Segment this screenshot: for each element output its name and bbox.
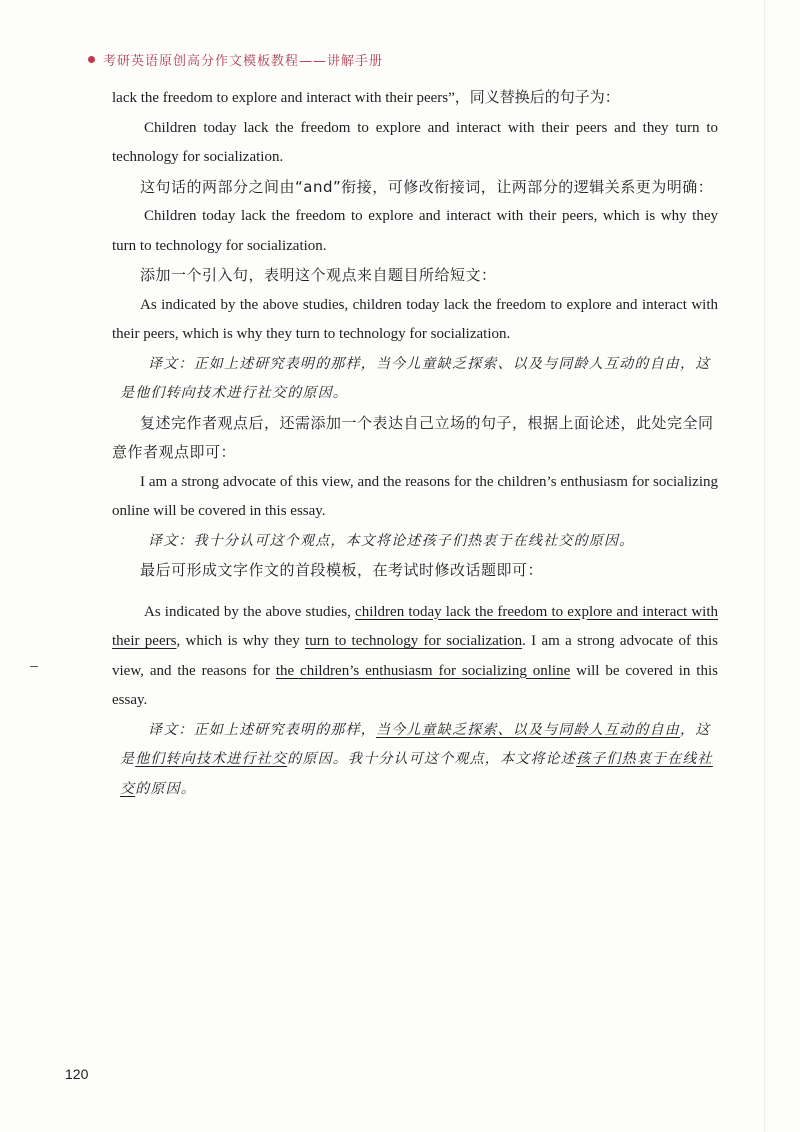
- translation-2: 译文：我十分认可这个观点，本文将论述孩子们热衷于在线社交的原因。: [148, 532, 635, 549]
- template-en-text-1: As indicated by the above studies,: [144, 603, 356, 620]
- margin-mark: [30, 666, 38, 667]
- page-content: [112, 84, 718, 804]
- template-cn-text-3: 的原因。我十分认可这个观点，本文将论述: [287, 751, 577, 767]
- template-en-underline-3: the children’s enthusiasm for socializing online: [275, 662, 571, 679]
- template-cn-text-4: 的原因。: [135, 780, 197, 797]
- template-en-underline-2: turn to technology for socialization: [305, 633, 523, 649]
- template-en-underline-1: children today lack the freedom to explore and interact with their peers: [112, 603, 718, 649]
- template-paragraph-en: [112, 598, 718, 716]
- template-en-text-4: will be covered in this essay.: [112, 662, 718, 708]
- template-en-text-3: . I am a strong advocate of this view, and the reasons for: [112, 633, 719, 679]
- paragraph-11: 最后可形成文字作文的首段模板，在考试时修改话题即可：: [140, 561, 544, 579]
- paragraph-3: 这句话的两部分之间由“and”衔接，可修改衔接词，让两部分的逻辑关系更为明确：: [140, 177, 714, 196]
- template-cn-underline-1: 当今儿童缺乏探索、以及与同龄人互动的自由: [376, 721, 680, 738]
- paragraph-1: lack the freedom to explore and interact with their peers”，同义替换后的句子为：: [112, 90, 620, 106]
- running-header: [88, 50, 383, 69]
- paragraph-8: 复述完作者观点后，还需添加一个表达自己立场的句子，根据上面论述，此处完全同意作者观点即可：: [112, 413, 714, 461]
- template-paragraph-cn: [112, 716, 718, 805]
- template-en-text-2: , which is why they: [176, 633, 306, 649]
- paragraph-6: As indicated by the above studies, children today lack the freedom to explore and interact with their peers, which is why they turn to technology for socialization.: [112, 296, 718, 342]
- template-cn-underline-2: 他们转向技术进行社交: [135, 751, 288, 767]
- page-edge: [764, 0, 765, 1132]
- paragraph-9: I am a strong advocate of this view, and the reasons for the children’s enthusiasm for socializing online will be covered in this essay.: [112, 473, 718, 519]
- paragraph-4: Children today lack the freedom to explore and interact with their peers, which is why they turn to technology for socialization.: [112, 208, 718, 254]
- template-cn-underline-3: 孩子们热衷于在线社交: [120, 751, 713, 797]
- translation-1: 译文：正如上述研究表明的那样，当今儿童缺乏探索、以及与同龄人互动的自由，这是他们转向技术进行社交的原因。: [120, 355, 711, 401]
- template-cn-text-1: 译文：正如上述研究表明的那样，: [148, 721, 376, 738]
- header-title: 考研英语原创高分作文模板教程——讲解手册: [103, 54, 384, 69]
- page-number: 120: [65, 1066, 89, 1082]
- header-bullet-icon: [88, 56, 95, 63]
- spacer: [112, 586, 718, 598]
- template-cn-text-2: ，这是: [120, 721, 711, 767]
- paragraph-5: 添加一个引入句，表明这个观点来自题目所给短文：: [140, 266, 497, 284]
- paragraph-2: Children today lack the freedom to explore and interact with their peers and they turn to technology for socialization.: [112, 119, 718, 165]
